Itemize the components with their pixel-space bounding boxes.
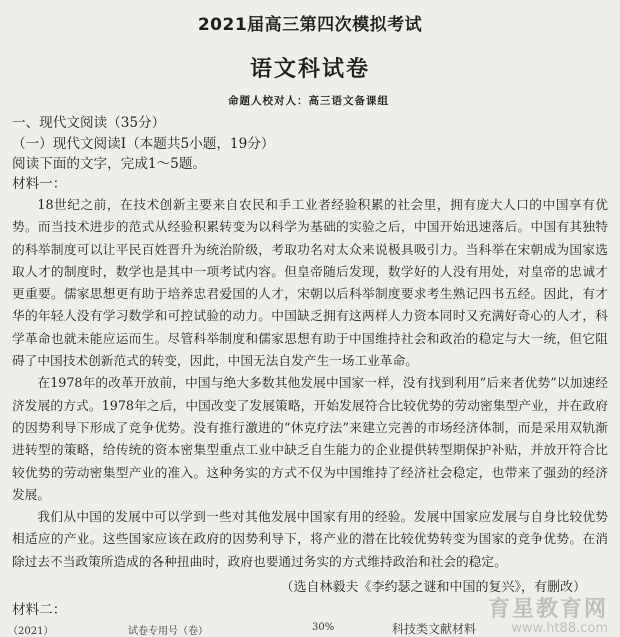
- setter-line: 命题人校对人：高三语文备课组: [228, 95, 389, 107]
- watermark: [488, 592, 608, 636]
- sub-heading: （一）现代文阅读Ⅰ（本题共5小题，19分）: [12, 136, 275, 152]
- material-two-label: 材料二：: [12, 602, 67, 618]
- exam-title: 2021届高三第四次模拟考试: [197, 15, 423, 35]
- watermark-text: 育星教育网: [487, 597, 608, 622]
- passage-body: [12, 194, 608, 573]
- source-citation: （选自林毅夫《李约瑟之谜和中国的复兴》，有删改）: [280, 580, 586, 595]
- footer-left: （2021）: [8, 626, 54, 637]
- footer-page: 30%: [312, 622, 335, 633]
- instruction: 阅读下面的文字，完成1～5题。: [12, 156, 207, 172]
- paragraph: 18世纪之前，在技术创新主要来自农民和手工业者经验积累的社会里，拥有庞大人口的中国享有优势。而当技术进步的范式从经验积累转变为以科学为基础的实验之后，中国开始迅速落后。中国有其独特的科举制度可以让平民百姓晋升为统治阶级，考取功名对太众来说极具吸引力。当科举在宋朝成为国家选取人才的制度时，数学也是其中一项考试内容。但皇帝随后发现，数学好的人没有用处，对皇帝的忠诚才更重要。儒家思想更有助于培养忠君爱国的人才，宋朝以后科举制度要求考生熟记四书五经。因此，有才华的年轻人没有学习数学和可控试验的动力。中国缺乏拥有这两样人力资本同时又充满好奇心的人才，科学革命也就未能应运而生。尽管科举制度和儒家思想有助于中国维持社会和政治的稳定与大一统，但它阻碍了中国技术创新范式的转变，因此，中国无法自发产生一场工业革命。: [12, 197, 608, 369]
- paragraph: 我们从中国的发展中可以学到一些对其他发展中国家有用的经验。发展中国家应发展与自身比较优势相适应的产业。这些国家应该在政府的因势利导下，将产业的潜在比较优势转变为国家的竞争优势。在消除过去不当政策所造成的各种扭曲时，政府也要通过务实的方式维持政治和社会的稳定。: [12, 509, 608, 569]
- footer-mid: 试卷专用号（卷）: [128, 626, 208, 637]
- paragraph: 在1978年的改革开放前，中国与绝大多数其他发展中国家一样，没有找到利用“后来者优势”以加速经济发展的方式。1978年之后，中国改变了发展策略，开始发展符合比较优势的劳动密集型产业，并在政府的因势利导下形成了竞争优势。没有推行激进的“休克疗法”来建立完善的市场经济体制，而是采用双轨渐进转型的策略，给传统的资本密集型重点工业中缺乏自生能力的企业提供转型期保护补贴，并放开符合比较优势的劳动密集型产业的准入。这种务实的方式不仅为中国维持了经济社会稳定，也带来了强劲的经济发展。: [12, 375, 608, 502]
- watermark-url: www.ht88.com: [511, 621, 608, 636]
- footer-right: 科技类文献材料: [392, 622, 477, 636]
- subject-title: 语文科试卷: [249, 57, 370, 82]
- material-one-label: 材料一：: [12, 176, 67, 192]
- section-heading: 一、现代文阅读（35分）: [12, 115, 166, 131]
